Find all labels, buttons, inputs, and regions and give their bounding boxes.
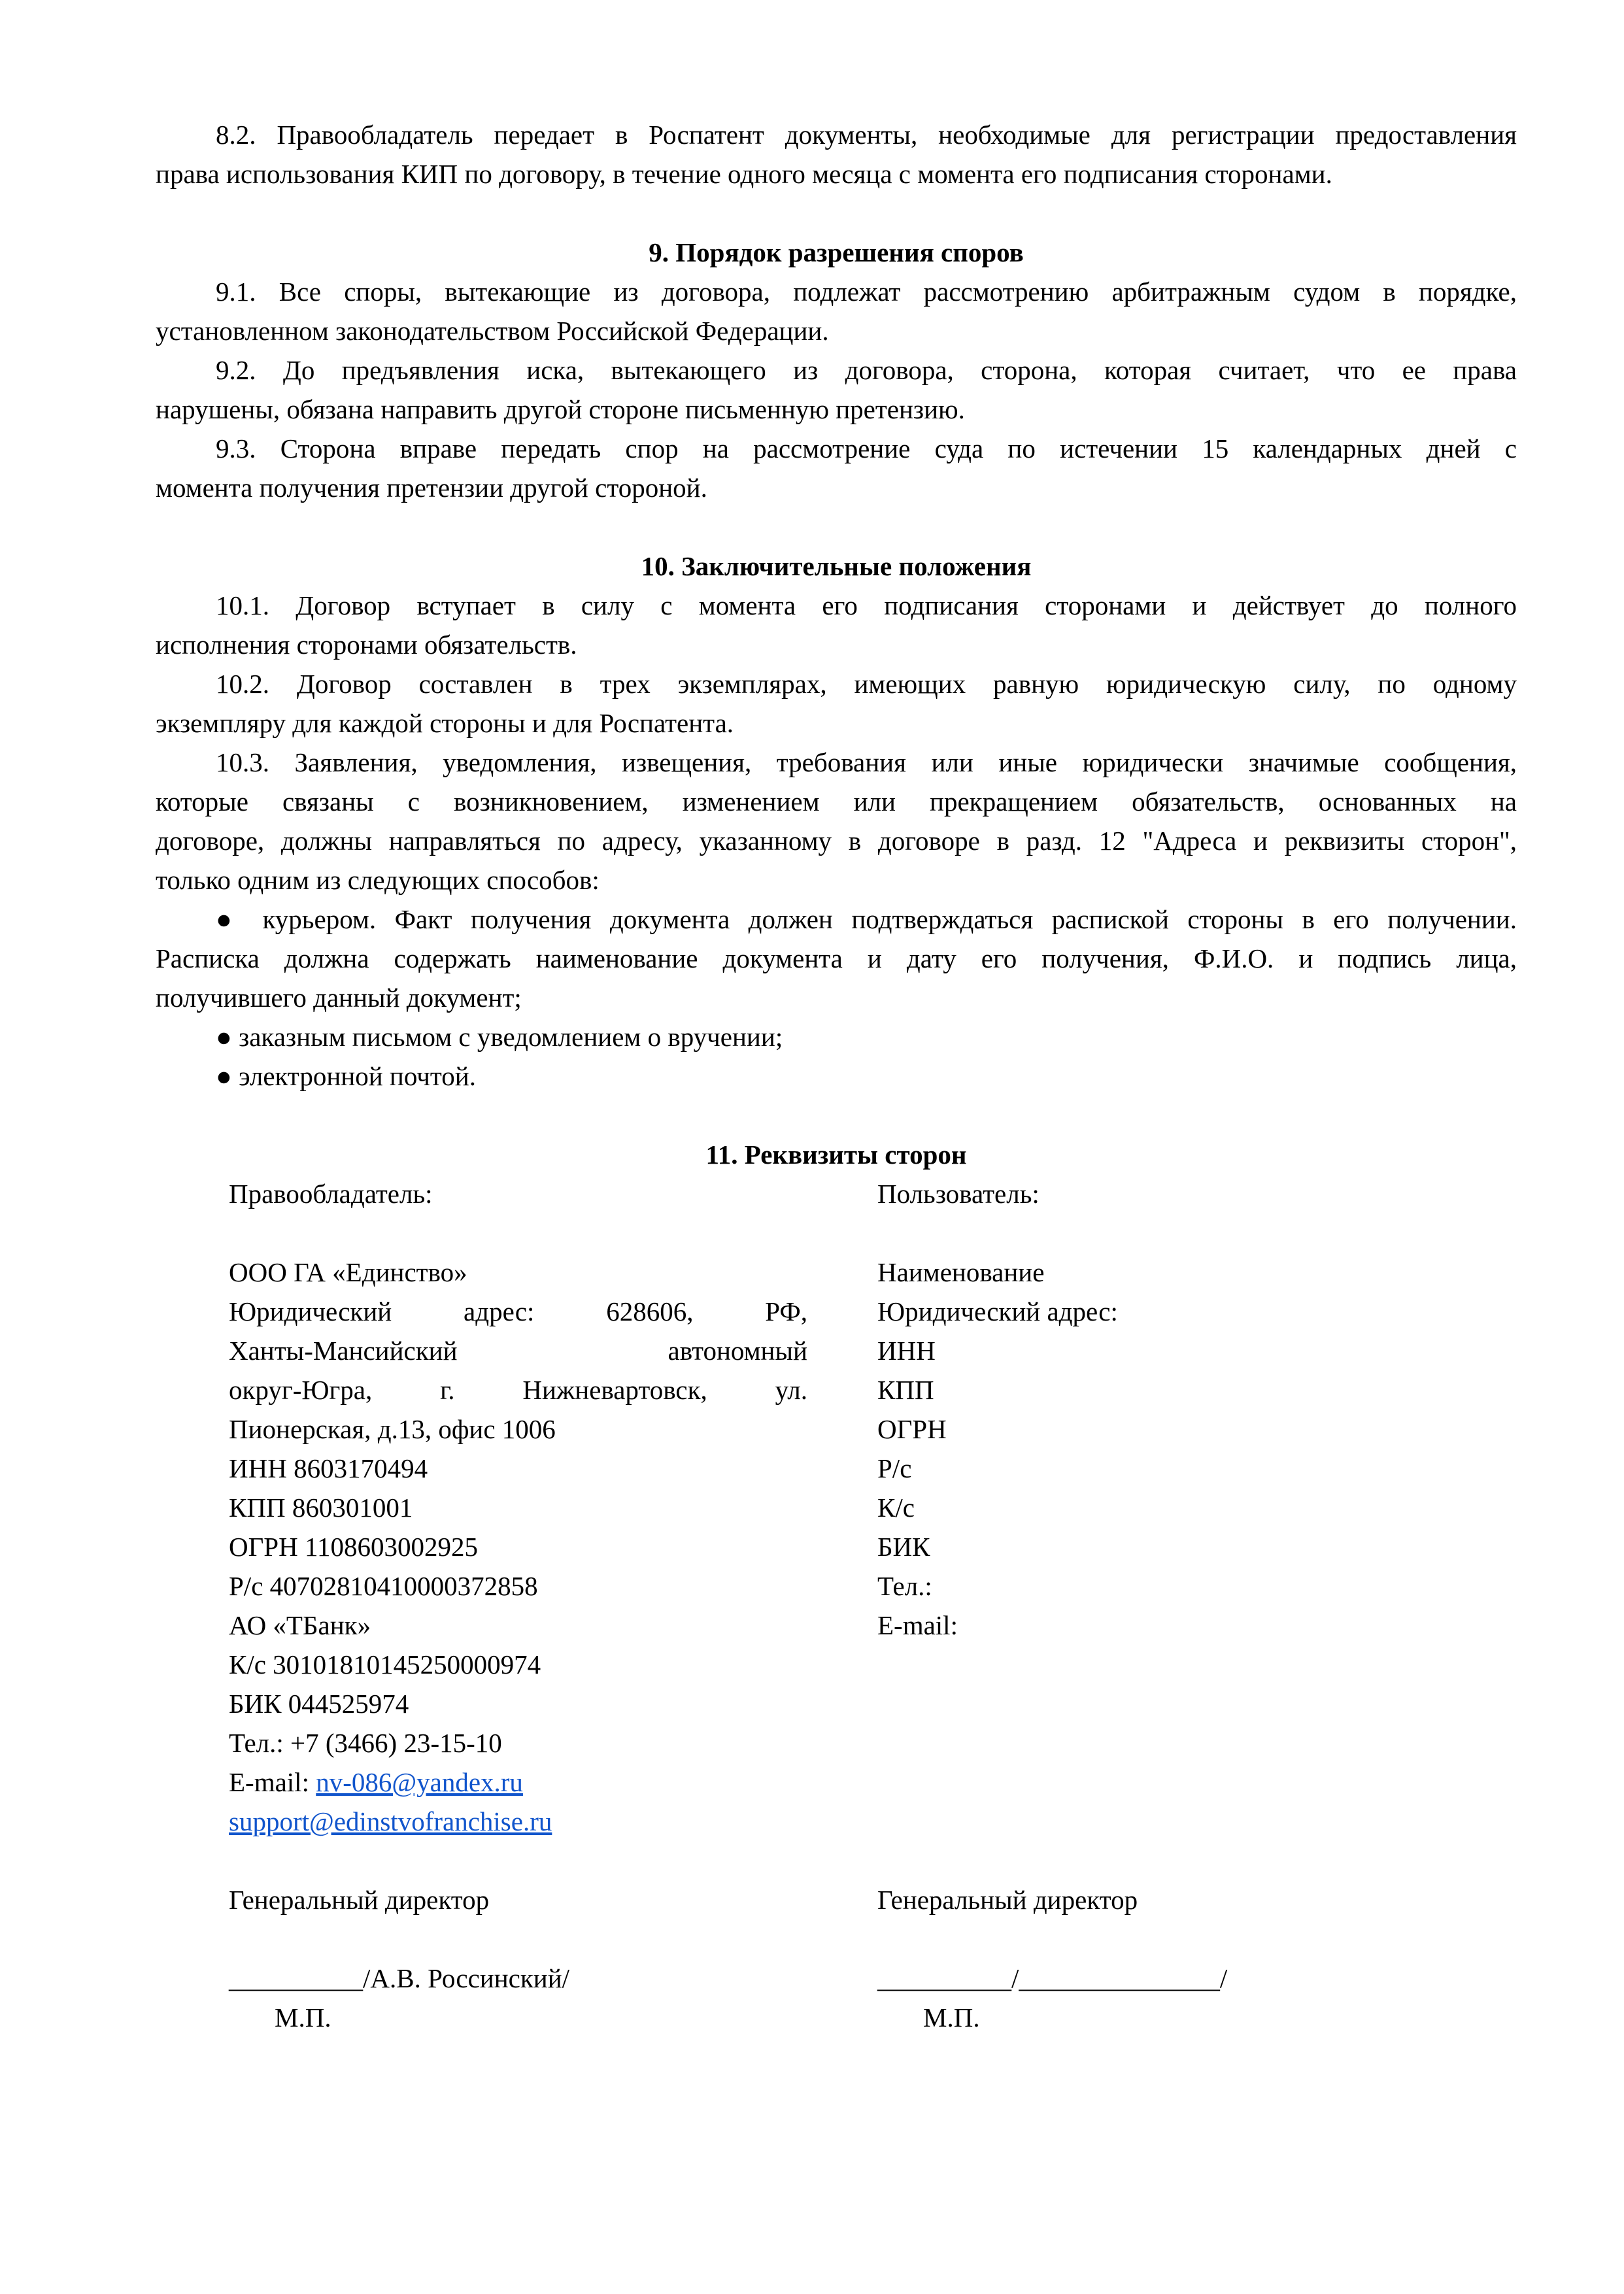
holder-position: Генеральный директор [229,1885,490,1915]
clause-10-2-line-2: экземпляру для каждой стороны и для Роспатента. [156,708,734,738]
section-10-heading: 10. Заключительные положения [641,551,1032,581]
holder-ogrn: ОГРН 1108603002925 [229,1532,478,1562]
holder-signature-line: __________/А.В. Россинский/ [229,1963,570,1993]
holder-address-line-4: Пионерская, д.13, офис 1006 [229,1414,556,1444]
holder-label: Правообладатель: [229,1179,433,1209]
user-name: Наименование [877,1257,1045,1287]
user-address: Юридический адрес: [877,1296,1118,1326]
clause-10-2-line-1: 10.2. Договор составлен в трех экземплярах, имеющих равную юридическую силу, по одному [216,669,1517,699]
clause-9-2-line-1: 9.2. До предъявления иска, вытекающего из договора, сторона, которая считает, что ее права [216,355,1517,385]
user-ogrn: ОГРН [877,1414,947,1444]
user-settlement-account: Р/с [877,1453,912,1483]
clause-10-3-line-1: 10.3. Заявления, уведомления, извещения, требования или иные юридически значимые сообщения, [216,747,1517,777]
holder-correspondent-account: К/с 30101810145250000974 [229,1649,541,1679]
clause-9-3-line-2: момента получения претензии другой стороной. [156,473,707,503]
holder-bank: АО «ТБанк» [229,1610,371,1640]
user-position: Генеральный директор [877,1885,1138,1915]
holder-email-line [229,1763,807,1802]
holder-phone: Тел.: +7 (3466) 23-15-10 [229,1728,502,1758]
user-phone: Тел.: [877,1571,932,1601]
holder-email-link-2[interactable]: support@edinstvofranchise.ru [229,1806,552,1836]
clause-10-1-line-1: 10.1. Договор вступает в силу с момента его подписания сторонами и действует до полного [216,590,1517,620]
bullet-email: ● электронной почтой. [216,1061,476,1091]
holder-inn: ИНН 8603170494 [229,1453,428,1483]
clause-9-2-line-2: нарушены, обязана направить другой стороне письменную претензию. [156,394,965,424]
holder-stamp-place: М.П. [275,2002,331,2033]
holder-address-line-2: Ханты-Мансийский автономный [229,1336,807,1366]
clause-9-1-line-1: 9.1. Все споры, вытекающие из договора, подлежат рассмотрению арбитражным судом в порядке, [216,277,1517,307]
user-label: Пользователь: [877,1179,1040,1209]
section-11-heading: 11. Реквизиты сторон [705,1139,967,1170]
holder-bik: БИК 044525974 [229,1689,409,1719]
holder-email-line-2 [229,1802,807,1841]
bullet-courier-line-1: ● курьером. Факт получения документа должен подтверждаться распиской стороны в его получении. [216,904,1517,934]
clause-10-1-line-2: исполнения сторонами обязательств. [156,630,577,660]
clause-10-3-line-2: которые связаны с возникновением, изменением или прекращением обязательств, основанных на [156,786,1517,817]
holder-name: ООО ГА «Единство» [229,1257,467,1287]
bullet-courier-line-2: Расписка должна содержать наименование документа и дату его получения, Ф.И.О. и подпись лица, [156,943,1517,973]
user-inn: ИНН [877,1336,936,1366]
clause-8-2-line-2: права использования КИП по договору, в течение одного месяца с момента его подписания сторонами. [156,159,1332,189]
holder-address-line-3: округ-Югра, г. Нижневартовск, ул. [229,1375,807,1405]
user-kpp: КПП [877,1375,934,1405]
clause-10-3-line-4: только одним из следующих способов: [156,865,600,895]
clause-10-3-line-3: договоре, должны направляться по адресу, указанному в договоре в разд. 12 "Адреса и реквизиты сторон", [156,826,1517,856]
clause-8-2-line-1: 8.2. Правообладатель передает в Роспатент документы, необходимые для регистрации предоставления [216,120,1517,150]
holder-address-line-1: Юридический адрес: 628606, РФ, [229,1296,807,1326]
holder-settlement-account: Р/с 40702810410000372858 [229,1571,538,1601]
user-correspondent-account: К/с [877,1493,915,1523]
section-9-heading: 9. Порядок разрешения споров [649,237,1024,267]
holder-kpp: КПП 860301001 [229,1493,413,1523]
holder-email-link-1[interactable]: nv-086@yandex.ru [316,1767,523,1797]
bullet-courier-line-3: получившего данный документ; [156,983,522,1013]
clause-9-1-line-2: установленном законодательством Российской Федерации. [156,316,829,346]
user-signature-line: __________/_______________/ [877,1963,1228,1993]
user-email: E-mail: [877,1610,958,1640]
bullet-registered-mail: ● заказным письмом с уведомлением о вручении; [216,1022,783,1052]
user-bik: БИК [877,1532,930,1562]
holder-email-label: E-mail: [229,1767,316,1797]
user-stamp-place: М.П. [923,2002,980,2033]
clause-9-3-line-1: 9.3. Сторона вправе передать спор на рассмотрение суда по истечении 15 календарных дней с [216,433,1517,464]
